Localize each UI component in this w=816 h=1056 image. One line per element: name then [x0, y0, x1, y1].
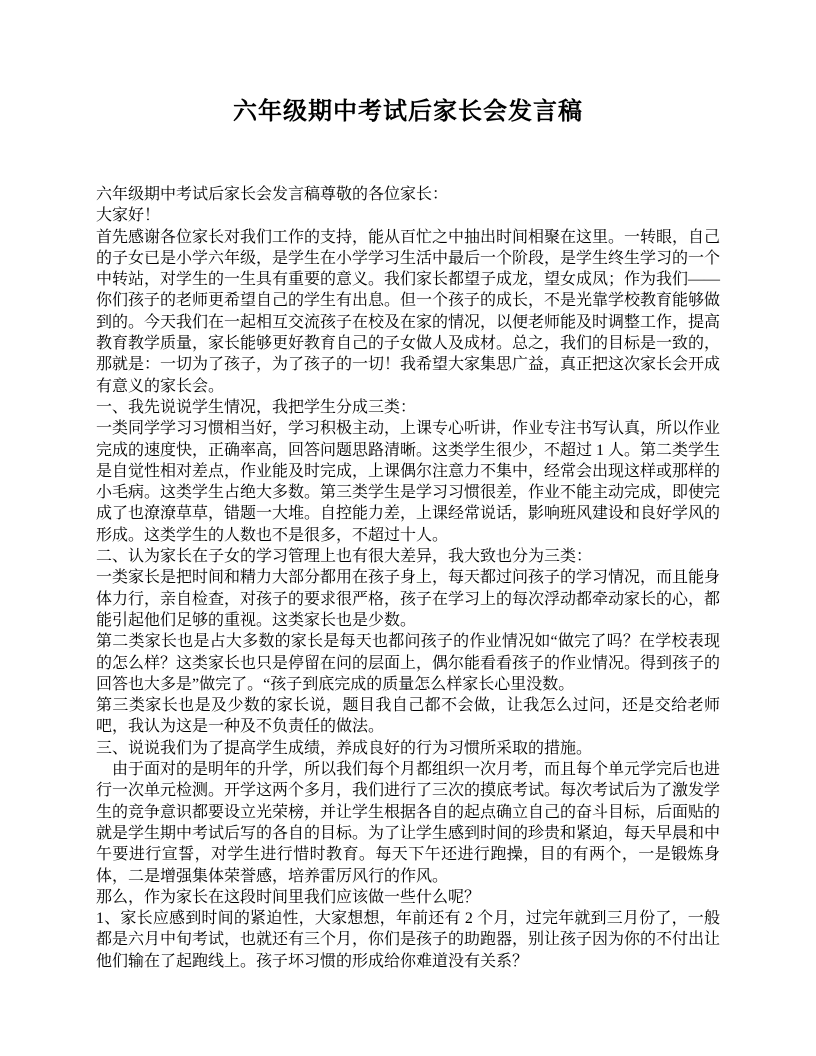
paragraph: 三、说说我们为了提高学生成绩，养成良好的行为习惯所采取的措施。 — [96, 739, 593, 757]
paragraph: 一类同学学习习惯相当好，学习积极主动，上课专心听讲，作业专注书写认真，所以作业完成的速度快，正确率高，回答问题思路清晰。这类学生很少，不超过 1 人。第二类学生是自觉性相对差点，作业能及时完成，上课偶尔注意力不集中，经常会出现这样或那样的小毛病。这类学生占绝大多数。第三类学生是学习习惯很差，作业不能主动完成，即使完成了也潦潦草草，错题一大堆。自控能力差，上课经常说话，影响班风建设和良好学风的形成。这类学生的人数也不是很多，不超过十人。 — [96, 420, 721, 544]
paragraph: 1、家长应感到时间的紧迫性，大家想想，年前还有 2 个月，过完年就到三月份了，一般都是六月中旬考试，也就还有三个月，你们是孩子的助跑器，别让孩子因为你的不付出让他们输在了起跑线上。孩子坏习惯的形成给你难道没有关系？ — [96, 910, 721, 970]
paragraph: 一、我先说说学生情况，我把学生分成三类： — [96, 398, 417, 416]
paragraph: 二、认为家长在子女的学习管理上也有很大差异，我大致也分为三类： — [96, 548, 593, 566]
paragraph: 第三类家长也是及少数的家长说，题目我自己都不会做，让我怎么过问，还是交给老师吧，我认为这是一种及不负责任的做法。 — [96, 697, 720, 736]
paragraph: 由于面对的是明年的升学，所以我们每个月都组织一次月考，而且每个单元学完后也进行一次单元检测。开学这两个多月，我们进行了三次的摸底考试。每次考试后为了激发学生的竞争意识都要设立光荣榜，并让学生根据各自的起点确立自己的奋斗目标，后面贴的就是学生期中考试后写的各自的目标。为了让学生感到时间的珍贵和紧迫，每天早晨和中午要进行宣誓，对学生进行惜时教育。每天下午还进行跑操，目的有两个，一是锻炼身体，二是增强集体荣誉感，培养雷厉风行的作风。 — [96, 761, 721, 885]
paragraph: 第二类家长也是占大多数的家长是每天也都问孩子的作业情况如“做完了吗？在学校表现的怎么样？这类家长也只是停留在问的层面上，偶尔能看看孩子的作业情况。得到孩子的回答也大多是”做完了。“孩子到底完成的质量怎么样家长心里没数。 — [96, 633, 721, 693]
paragraph: 一类家长是把时间和精力大部分都用在孩子身上，每天都过问孩子的学习情况，而且能身体力行，亲自检查，对孩子的要求很严格，孩子在学习上的每次浮动都牵动家长的心，都能引起他们足够的重视。这类家长也是少数。 — [96, 569, 721, 629]
document-body — [96, 184, 720, 972]
paragraph: 六年级期中考试后家长会发言稿尊敬的各位家长： — [96, 186, 449, 203]
paragraph: 首先感谢各位家长对我们工作的支持，能从百忙之中抽出时间相聚在这里。一转眼，自己的子女已是小学六年级，是学生在小学学习生活中最后一个阶段，是学生终生学习的一个中转站，对学生的一生具有重要的意义。我们家长都望子成龙，望女成凤；作为我们——你们孩子的老师更希望自己的学生有出息。但一个孩子的成长，不是光靠学校教育能够做到的。今天我们在一起相互交流孩子在校及在家的情况，以便老师能及时调整工作，提高教育教学质量，家长能够更好教育自己的子女做人及成材。总之，我们的目标是一致的，那就是：一切为了孩子，为了孩子的一切！我希望大家集思广益，真正把这次家长会开成有意义的家长会。 — [96, 228, 721, 395]
paragraph: 大家好！ — [96, 207, 161, 225]
paragraph: 那么，作为家长在这段时间里我们应该做一些什么呢？ — [96, 888, 481, 906]
document-title: 六年级期中考试后家长会发言稿 — [233, 99, 583, 125]
